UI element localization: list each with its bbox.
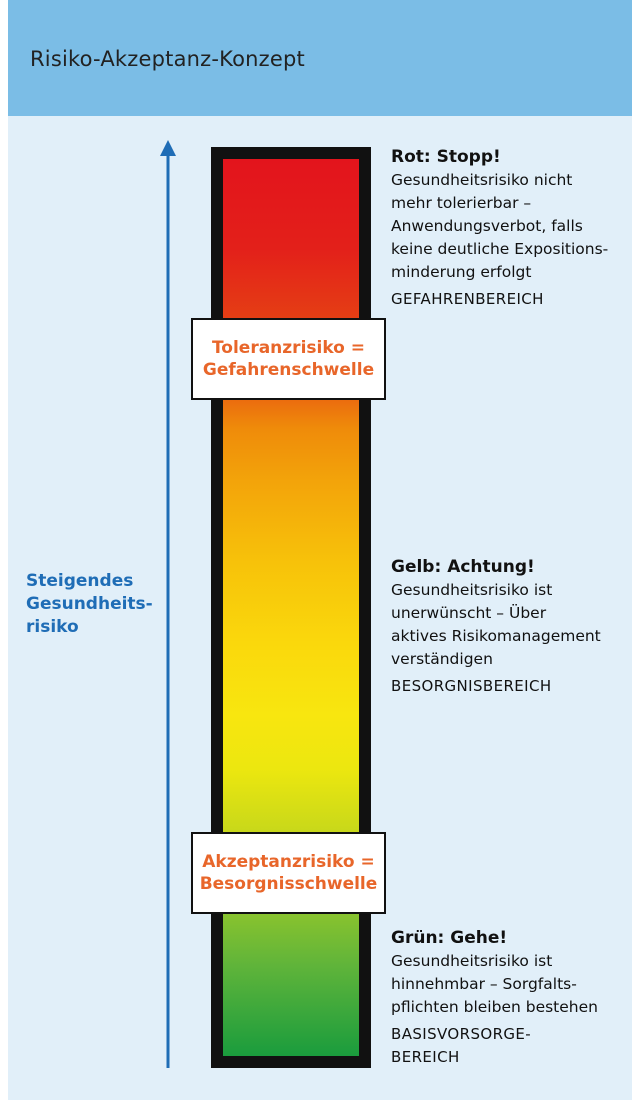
yellow-zone-title: Gelb: Achtung! xyxy=(391,557,535,577)
green-zone-text: Gesundheitsrisiko ist hinnehmbar – Sorgfalts- pflichten bleiben bestehen xyxy=(391,952,598,1016)
tolerance-threshold-box: Toleranzrisiko = Gefahrenschwelle xyxy=(191,318,386,400)
red-zone-text: Gesundheitsrisiko nicht mehr tolerierbar – Anwendungsverbot, falls keine deutliche Expositions- minderung erfolgt xyxy=(391,171,609,281)
yellow-zone-description xyxy=(391,555,631,698)
page-title: Risiko-Akzeptanz-Konzept xyxy=(30,47,305,71)
acceptance-threshold-box: Akzeptanzrisiko = Besorgnisschwelle xyxy=(191,832,386,914)
green-zone-title: Grün: Gehe! xyxy=(391,928,508,948)
red-zone-description xyxy=(391,145,631,311)
risk-scale-bar xyxy=(211,147,371,1068)
yellow-zone-label: BESORGNISBEREICH xyxy=(391,677,552,695)
yellow-zone-text: Gesundheitsrisiko ist unerwünscht – Über aktives Risikomanagement verständigen xyxy=(391,581,601,668)
red-zone-label: GEFAHRENBEREICH xyxy=(391,290,544,308)
risk-gradient xyxy=(223,159,359,1056)
header-bar xyxy=(8,0,632,116)
green-zone-label: BASISVORSORGE- BEREICH xyxy=(391,1025,532,1066)
red-zone-title: Rot: Stopp! xyxy=(391,147,501,167)
green-zone-description xyxy=(391,926,631,1069)
axis-label: Steigendes Gesundheits- risiko xyxy=(26,571,153,637)
